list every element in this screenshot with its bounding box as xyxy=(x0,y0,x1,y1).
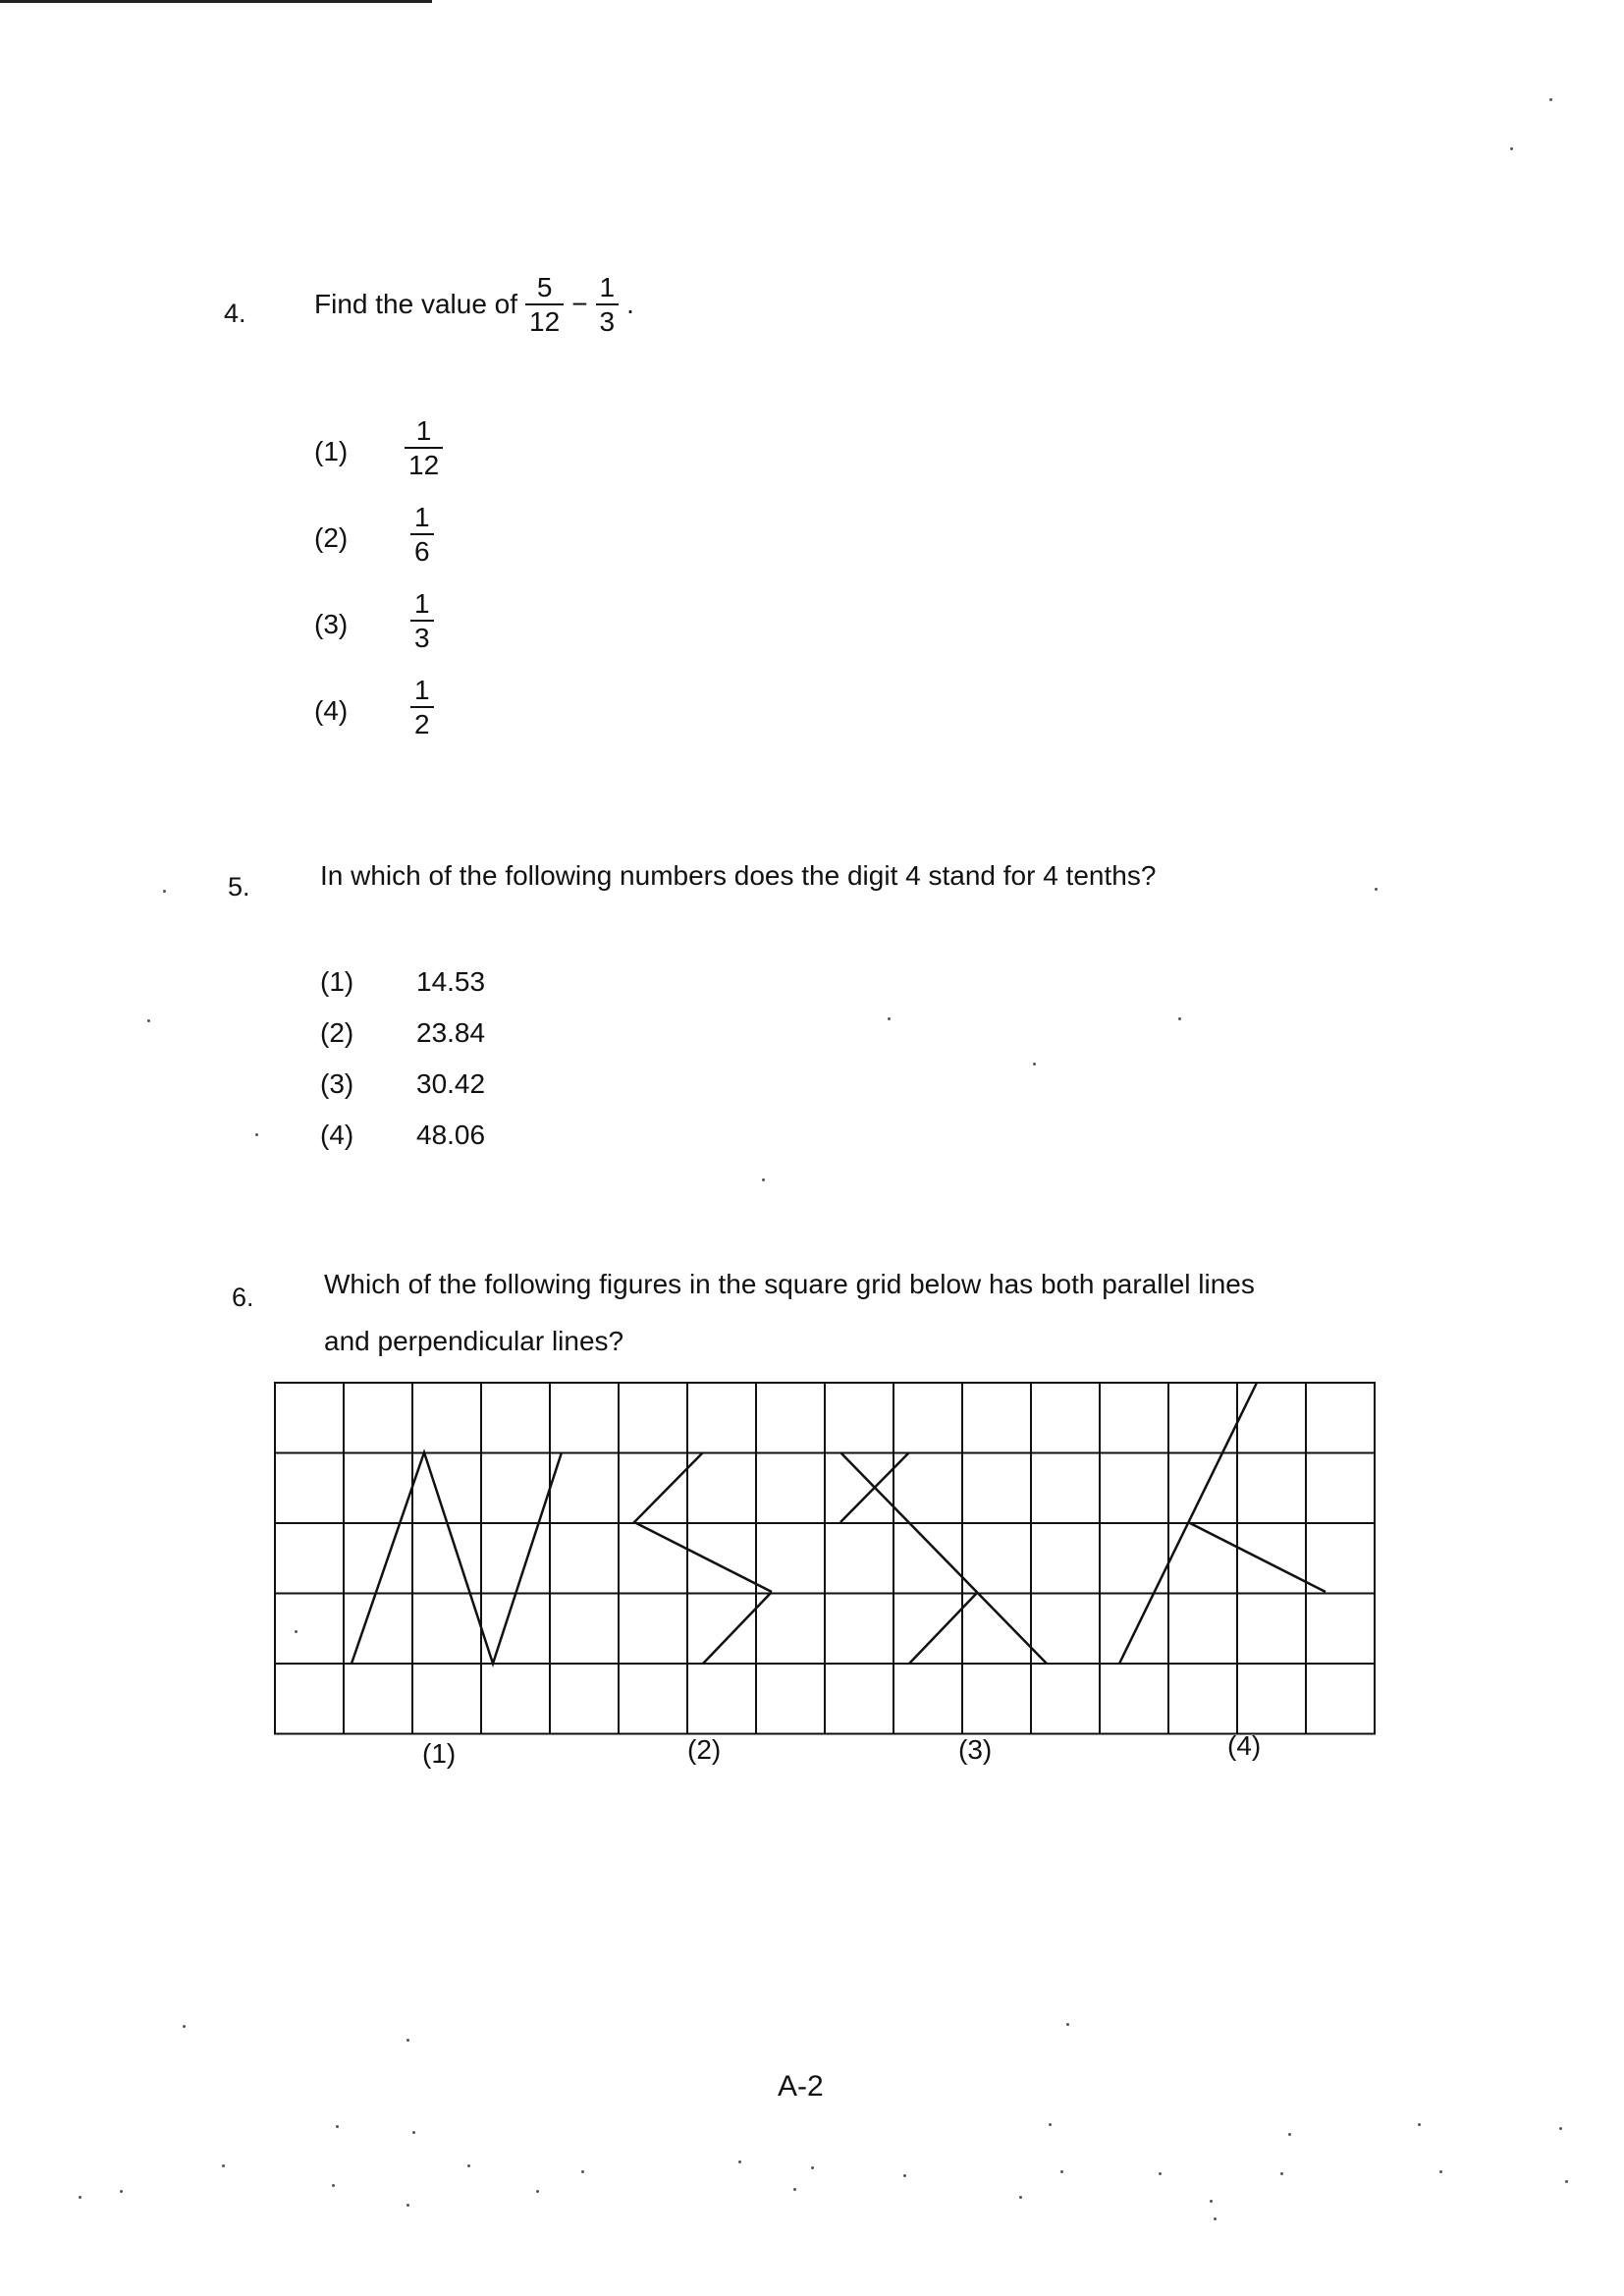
q5-option-2[interactable]: (2) 23.84 xyxy=(320,1017,486,1048)
question-6-text-line-1: Which of the following figures in the square grid below has both parallel lines xyxy=(324,1269,1255,1299)
option-fraction: $\frac{1}{2}$ xyxy=(410,676,434,739)
top-rule xyxy=(0,0,432,3)
expression-end: . xyxy=(626,289,634,320)
question-6-text-line-2: and perpendicular lines? xyxy=(324,1326,624,1356)
question-4-number: 4. xyxy=(224,299,246,328)
option-value: 14.53 xyxy=(416,966,486,997)
q5-option-3[interactable]: (3) 30.42 xyxy=(320,1068,486,1099)
option-label: (4) xyxy=(314,695,349,726)
figure-label-1: (1) xyxy=(422,1738,457,1769)
question-5-number: 5. xyxy=(228,872,250,902)
page-number: A-2 xyxy=(778,2070,824,2103)
question-5-text: In which of the following numbers does the digit 4 stand for 4 tenths? xyxy=(320,860,1157,891)
option-fraction: $\frac{1}{3}$ xyxy=(410,589,434,653)
option-label: (2) xyxy=(314,522,349,553)
q5-option-4[interactable]: (4) 48.06 xyxy=(320,1120,486,1150)
expression-fraction-2: $\frac{1}{3}$ xyxy=(596,273,620,337)
figure-1-zigzag xyxy=(352,1452,562,1664)
option-label: (1) xyxy=(314,436,349,466)
q5-option-1[interactable]: (1) 14.53 xyxy=(320,966,486,997)
figure-label-2: (2) xyxy=(687,1734,722,1765)
figure-3-shape xyxy=(840,1452,1047,1664)
figure-3-long-diagonal xyxy=(840,1452,1047,1664)
figure-2-lower-segment xyxy=(703,1592,772,1664)
option-value: 30.42 xyxy=(416,1068,486,1099)
expression-fraction-1: $\frac{5}{12}$ xyxy=(525,273,564,337)
square-grid-figure xyxy=(265,1365,1424,1758)
expression-operator: − xyxy=(571,289,588,320)
option-fraction: $\frac{1}{6}$ xyxy=(410,503,434,567)
figure-3-lower-diagonal xyxy=(909,1592,978,1664)
question-4-prompt xyxy=(314,273,634,337)
figure-label-4: (4) xyxy=(1227,1730,1262,1761)
figure-2-shape xyxy=(634,1452,772,1664)
figure-1-shape xyxy=(352,1452,562,1664)
option-label: (3) xyxy=(314,609,349,639)
option-value: 48.06 xyxy=(416,1120,486,1150)
option-fraction: $\frac{1}{12}$ xyxy=(405,416,443,480)
grid-lines xyxy=(275,1383,1375,1734)
question-6-number: 6. xyxy=(232,1283,254,1312)
option-value: 23.84 xyxy=(416,1017,486,1048)
question-4-text: Find the value of xyxy=(314,289,518,320)
figure-label-3: (3) xyxy=(958,1734,993,1765)
